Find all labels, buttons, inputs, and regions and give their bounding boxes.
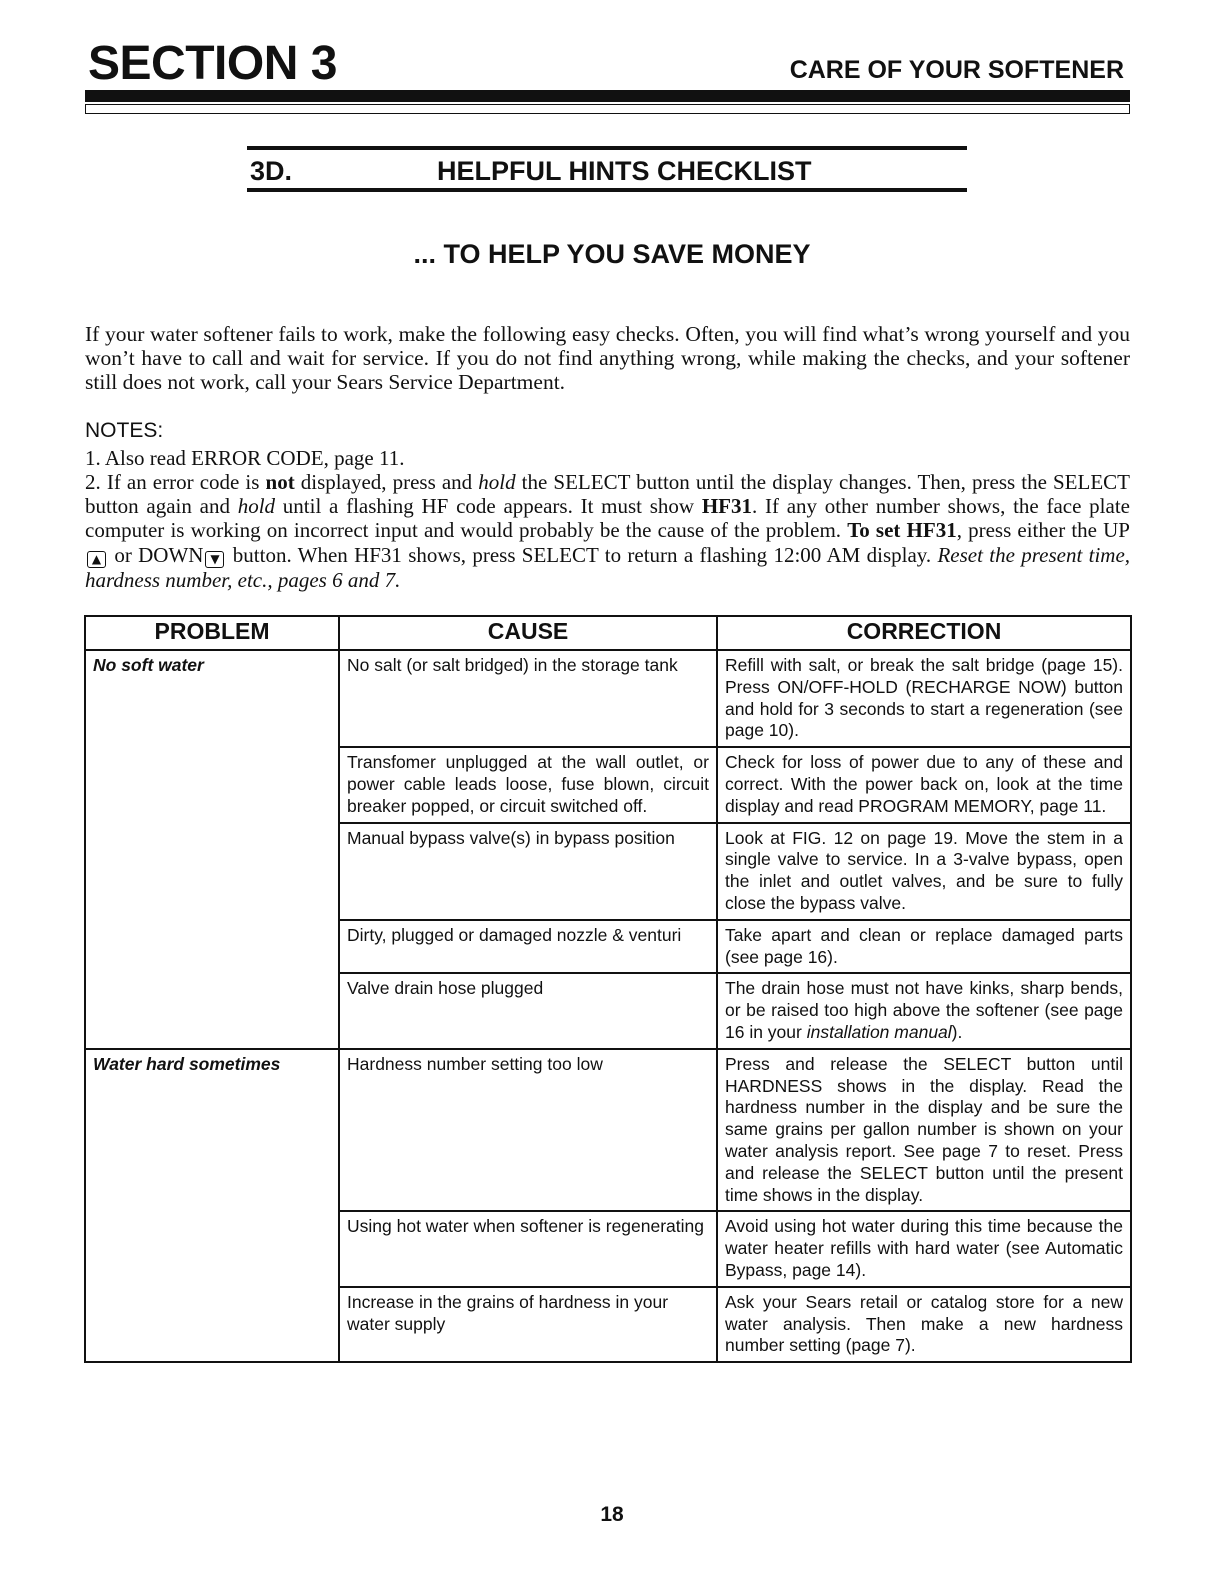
correction-manual-ref: installation manual [806,1021,952,1042]
header-rule-outline [85,104,1130,114]
problem-cell [85,823,339,920]
note-2-emphasis: hold [237,494,276,519]
correction-cell: Refill with salt, or break the salt bridge (page 15). Press ON/OFF-HOLD (RECHARGE NOW) button and hold for 3 seconds to start a regeneration (see page 10). [717,650,1131,747]
section-title: SECTION 3 [88,37,337,90]
page-number: 18 [600,1503,624,1526]
header-correction: CORRECTION [717,616,1131,650]
down-arrow-icon: ▼ [205,551,224,568]
problem-cell [85,973,339,1048]
problem-cell: No soft water [85,650,339,747]
table-row [85,1287,1131,1362]
correction-text: The drain hose must not have kinks, sharp bends, or be raised too high above the softener (see page 16 in your [725,978,1123,1042]
cause-cell: Manual bypass valve(s) in bypass position [339,823,717,920]
cause-cell: No salt (or salt bridged) in the storage tank [339,650,717,747]
note-2-text: , press either the UP [956,518,1130,543]
table-row [85,973,1131,1048]
checklist-rule-bottom [247,188,967,192]
problem-cell [85,920,339,974]
cause-cell: Valve drain hose plugged [339,973,717,1048]
problem-cell [85,1211,339,1286]
correction-text-end: ). [951,1021,963,1042]
note-1: 1. Also read ERROR CODE, page 11. [85,446,405,470]
cause-cell: Using hot water when softener is regenerating [339,1211,717,1286]
correction-cell: Look at FIG. 12 on page 19. Move the stem in a single valve to service. In a 3-valve bypass, open the inlet and outlet valves, and be sure to fully close the bypass valve. [717,823,1131,920]
note-2-text: displayed, press and [294,470,479,494]
correction-cell [717,973,1131,1048]
table-row [85,1211,1131,1286]
cause-cell: Transfomer unplugged at the wall outlet, or power cable leads loose, fuse blown, circuit breaker popped, or circuit switched off. [339,747,717,822]
checklist-title: HELPFUL HINTS CHECKLIST [437,156,812,186]
note-2-code: HF31 [701,494,753,519]
table-header-row [85,616,1131,650]
cause-cell: Dirty, plugged or damaged nozzle & venturi [339,920,717,974]
up-arrow-icon: ▲ [87,551,106,568]
note-2-text: until a flashing HF code appears. It must show [275,494,702,519]
problem-cell: Water hard sometimes [85,1049,339,1212]
note-2-text: . If any other number shows, the face plate computer is working on incorrect input and would probably be the cause of the problem. [85,494,1130,543]
note-2-emphasis: hold [478,470,516,494]
note-2-text: or DOWN [108,542,204,567]
correction-cell: Ask your Sears retail or catalog store for a new water analysis. Then make a new hardness number setting (page 7). [717,1287,1131,1362]
correction-cell: Take apart and clean or replace damaged parts (see page 16). [717,920,1131,974]
section-subtitle: CARE OF YOUR SOFTENER [789,56,1124,84]
correction-cell: Avoid using hot water during this time because the water heater refills with hard water (see Automatic Bypass, page 14). [717,1211,1131,1286]
intro-paragraph: If your water softener fails to work, make the following easy checks. Often, you will find what’s wrong yourself and you won’t have to call and wait for service. If you do not find anything wrong, while making the checks, and your softener still does not work, call your Sears Service Department. [85,322,1130,394]
note-2 [85,470,1130,592]
table-row [85,650,1131,747]
checklist-number: 3D. [250,156,293,186]
note-2-text: 2. If an error code is [85,470,266,494]
hints-table [84,615,1132,1363]
note-2-reset-hint: Reset the present time, hardness number, etc., pages 6 and 7. [85,542,1131,592]
table-row [85,747,1131,822]
table-row [85,823,1131,920]
cause-cell: Hardness number setting too low [339,1049,717,1212]
correction-cell: Press and release the SELECT button until HARDNESS shows in the display. Read the hardness number in the display and be sure the same grains per gallon number is shown on your water analysis report. See page 7 to reset. Press and release the SELECT button until the present time shows in the display. [717,1049,1131,1212]
header-rule [85,90,1130,102]
header-problem: PROBLEM [85,616,339,650]
problem-cell [85,1287,339,1362]
note-2-text: the SELECT button until the display changes. Then, press the SELECT button again and [85,470,1130,519]
cause-cell: Increase in the grains of hardness in your water supply [339,1287,717,1362]
tagline: ... TO HELP YOU SAVE MONEY [413,239,811,269]
header-cause: CAUSE [339,616,717,650]
note-2-text: button. When HF31 shows, press SELECT to return a flashing 12:00 AM display. [226,542,938,567]
problem-cell [85,747,339,822]
table-row [85,920,1131,974]
note-2-emphasis: To set HF31 [847,518,957,543]
correction-cell: Check for loss of power due to any of these and correct. With the power back on, look at the time display and read PROGRAM MEMORY, page 11. [717,747,1131,822]
checklist-rule-top [247,146,967,150]
notes-heading: NOTES: [85,419,164,442]
note-2-emphasis: not [265,470,295,494]
table-row [85,1049,1131,1212]
